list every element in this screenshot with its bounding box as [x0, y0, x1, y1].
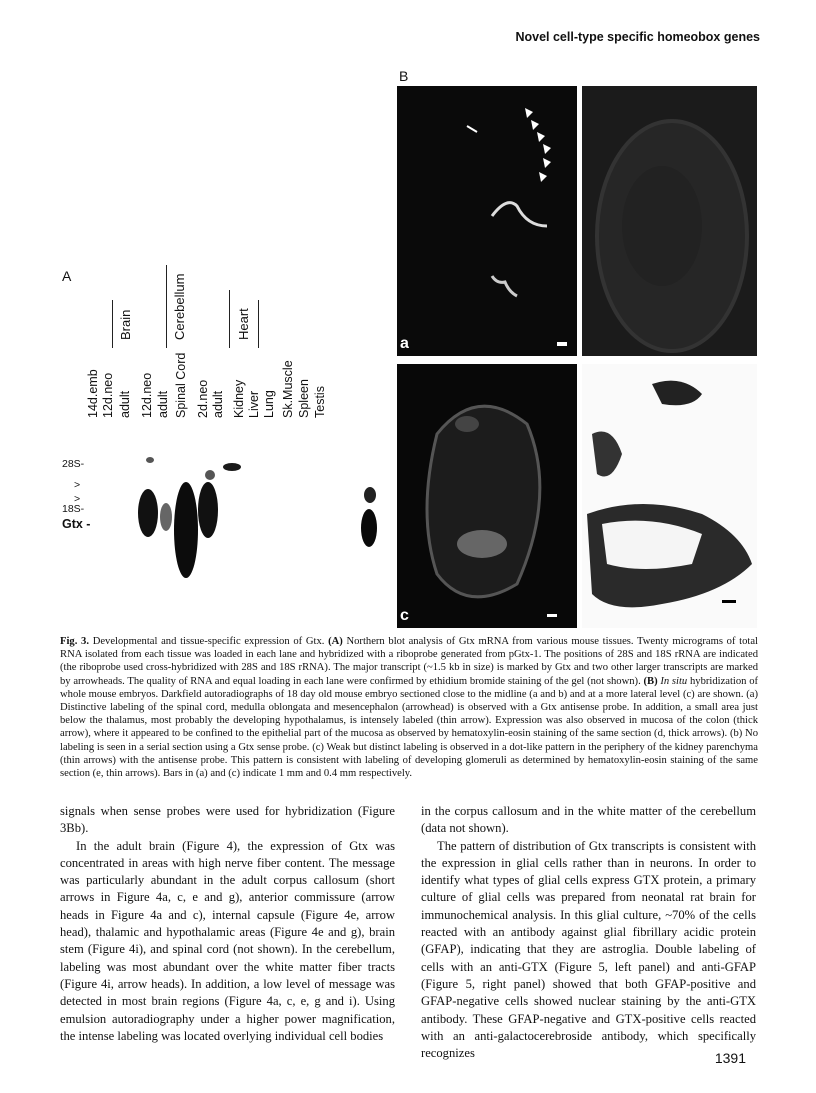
lane-label: Lung: [262, 390, 276, 418]
micrograph-a: [397, 86, 577, 356]
band: [138, 489, 158, 537]
group-label-heart: Heart: [236, 308, 251, 340]
right-paragraph-1: in the corpus callosum and in the white matter of the cerebellum (data not shown).: [421, 804, 756, 836]
lane-label: 12d.neo: [101, 372, 115, 418]
group-bar-cerebellum: [166, 265, 167, 348]
lane-label: Kidney: [232, 379, 246, 418]
lane-label: adult: [156, 390, 170, 418]
lane-label: adult: [211, 390, 225, 418]
right-paragraph-2: The pattern of distribution of Gtx transcripts is consistent with the expression in glial cells rather than in neurons. In order to identify what types of glial cells express GTX protein, a primary culture of glial cells was prepared from neonatal rat brain for immunochemical analysis. In this glial culture, ~70% of the cells reacted with an antibody against glial fibrillary acidic protein (GFAP), indicating that they are astroglia. Double labeling of cells with an anti-GTX (Figure 5, left panel) and anti-GFAP (Figure 5, right panel) showed that both GFAP-positive and GFAP-negative cells showed nuclear staining by the anti-GTX antibody. These GFAP-negative and GTX-positive cells reacted with an anti-galactocerebroside antibody, which specifically recognizes: [421, 838, 756, 1061]
page-number: 1391: [714, 1050, 746, 1066]
group-bar-heart-end: [258, 300, 259, 348]
caption-title: Developmental and tissue-specific expression of Gtx.: [92, 636, 325, 647]
lane-label: adult: [118, 390, 132, 418]
marker-18s: 18S-: [62, 503, 85, 515]
left-column: [60, 803, 395, 1045]
group-bar-heart: [229, 290, 230, 348]
band: [223, 463, 241, 471]
figure-caption: [60, 635, 758, 780]
blot-bands: [120, 455, 390, 585]
micrograph-a-content: [397, 86, 577, 356]
marker-arrowhead-2: >: [74, 493, 81, 505]
group-bar-brain: [112, 300, 113, 348]
marker-28s: 28S-: [62, 458, 85, 470]
lane-label: Spinal Cord: [174, 352, 188, 418]
caption-b-body: hybridization of whole mouse embryos. Darkfield autoradiographs of 18 day old mouse embryo sectioned close to the midline (a and b) and at a more lateral level (c) are shown. (a) Distinctive labeling of the spinal cord, medulla oblongata and mesencephalon (arrowhead) is observed with a Gtx antisense probe. In addition, a small area just below the thalamus, most probably the developing hypothalamus, is intensely labeled (thin arrow). Expression was also observed in mucosa of the colon (thick arrow), where it appeared to be confined to the epithelial part of the mucosa as observed by hematoxylin-eosin staining of the same section (d, thick arrows). (b) No labeling is seen in a serial section using a Gtx sense probe. (c) Weak but distinct labeling is observed in a dot-like pattern in the periphery of the kidney parenchyma (thin arrows) with the antisense probe. This pattern is consistent with labeling of developing glomeruli as determined by hematoxylin-eosin staining of the same section (e, thin arrows). Bars in (a) and (c) indicate 1 mm and 0.4 mm respectively.: [60, 675, 759, 780]
lane-label: 2d.neo: [196, 379, 210, 418]
caption-b-label: (B): [643, 675, 658, 687]
group-label-brain: Brain: [118, 309, 133, 340]
caption-a-label: (A): [328, 636, 343, 647]
micrograph-d-content: [582, 364, 757, 628]
band: [146, 457, 154, 463]
lane-label: Testis: [313, 386, 327, 418]
band: [174, 482, 198, 578]
band: [198, 482, 218, 538]
micrograph-b-content: [582, 86, 757, 356]
panel-a-letter: A: [62, 268, 72, 284]
caption-fig-label: Fig. 3.: [60, 636, 89, 647]
lane-label: 12d.neo: [140, 372, 154, 418]
band: [364, 487, 376, 503]
band: [205, 470, 215, 480]
panel-b-letter: B: [399, 68, 409, 84]
caption-a-body: Northern blot analysis of Gtx mRNA from various mouse tissues. Twenty micrograms of total RNA isolated from each tissue was loaded in each lane and hybridized with a riboprobe generated from pGtx-1. The positions of 28S and 18S rRNA are indicated (the riboprobe used cross-hybridized with 28S and 18S rRNA). The major transcript (~1.5 kb in size) is marked by Gtx and two other larger transcripts are marked by arrowheads. The quality of RNA and equal loading in each lane were confirmed by ethidium bromide staining of the gel (not shown).: [60, 636, 758, 687]
micrograph-label-c: c: [400, 607, 409, 624]
right-column: [421, 803, 756, 1062]
micrograph-c-content: [397, 364, 577, 628]
left-paragraph-2: In the adult brain (Figure 4), the expression of Gtx was concentrated in areas with high nerve fiber content. The message was particularly abundant in the adult corpus callosum (short arrows in Figure 4a, c, e and g), anterior commissure (arrow heads in Figure 4a and c), internal capsule (Figure 4e, arrow head), thalamic and hypothalamic areas (Figure 4e and g), brain stem (Figure 4i), and spinal cord (not shown). In the cerebellum, labeling was most abundant over the white matter fiber tracts (Figure 4i, arrow heads). In addition, a low level of message was detected in most brain regions (Figure 4a, c, e, g and i). Using emulsion autoradiography under a higher power magnification, the intense labeling was located overlying individual cell bodies: [60, 838, 395, 1043]
left-paragraph-1: signals when sense probes were used for hybridization (Figure 3Bb).: [60, 804, 395, 836]
lane-label: 14d.emb: [86, 369, 100, 418]
marker-gtx: Gtx -: [62, 517, 91, 531]
micrograph-c: [397, 364, 577, 628]
lane-label: Liver: [247, 390, 261, 418]
lane-label: Spleen: [297, 379, 311, 418]
group-label-cerebellum: Cerebellum: [172, 273, 187, 340]
micrograph-label-a: a: [400, 335, 409, 352]
band: [160, 503, 172, 531]
caption-b-italic: In situ: [660, 675, 688, 687]
marker-arrowhead-1: >: [74, 479, 81, 491]
lane-label: Sk.Muscle: [281, 360, 295, 418]
micrograph-b: [582, 86, 757, 356]
band: [361, 509, 377, 547]
running-title: Novel cell-type specific homeobox genes: [515, 30, 760, 44]
micrograph-d: [582, 364, 757, 628]
